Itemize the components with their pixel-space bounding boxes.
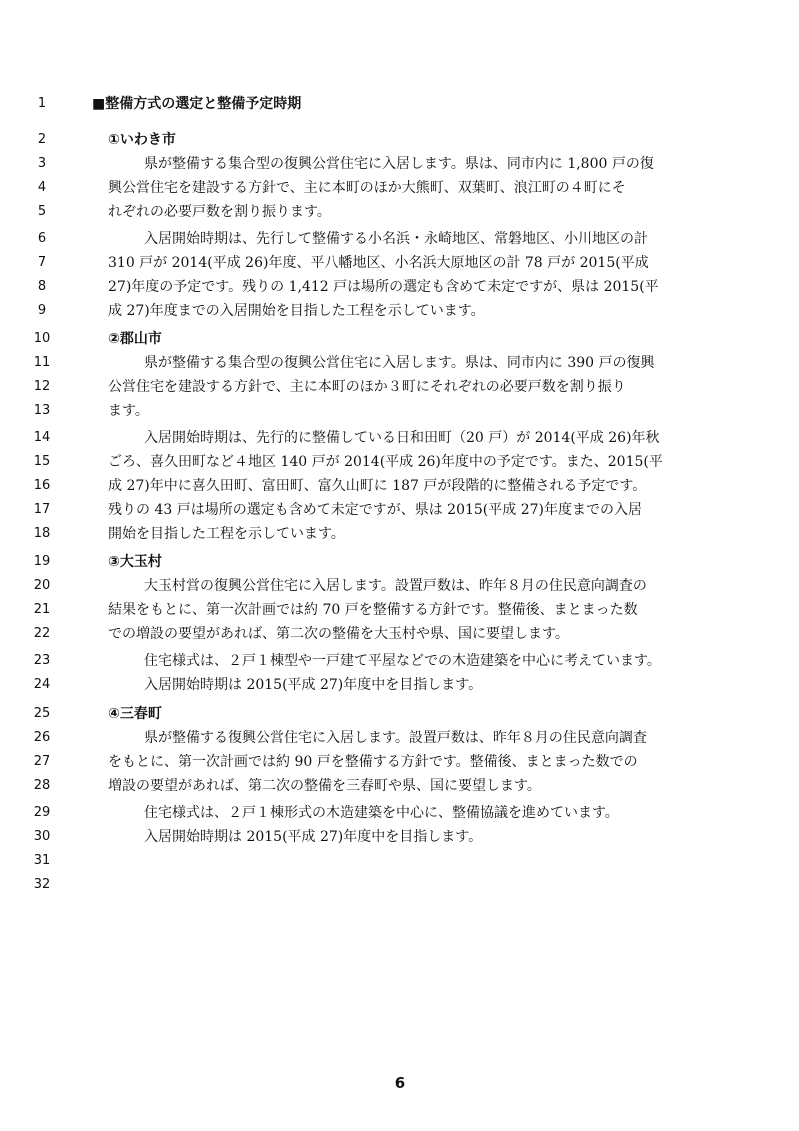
line-text: 県が整備する集合型の復興公営住宅に入居します。県は、同市内に 1,800 戸の復 xyxy=(144,156,654,172)
document-line xyxy=(0,574,799,598)
line-text: 開始を目指した工程を示しています。 xyxy=(108,526,345,542)
line-text: 大玉村営の復興公営住宅に入居します。設置戸数は、昨年８月の住民意向調査の xyxy=(144,578,647,594)
subsection-heading: ②郡山市 xyxy=(108,331,162,347)
line-text: 入居開始時期は 2015(平成 27)年度中を目指します。 xyxy=(144,677,483,693)
line-text: 県が整備する集合型の復興公営住宅に入居します。県は、同市内に 390 戸の復興 xyxy=(144,355,655,371)
line-text: 結果をもとに、第一次計画では約 70 戸を整備する方針です。整備後、まとまった数 xyxy=(108,602,638,618)
document-line xyxy=(0,522,799,546)
line-number: 24 xyxy=(33,677,51,692)
line-text: 興公営住宅を建設する方針で、主に本町のほか大熊町、双葉町、浪江町の４町にそ xyxy=(108,180,626,196)
document-line xyxy=(0,849,799,873)
line-number: 6 xyxy=(37,231,47,246)
line-number: 15 xyxy=(33,454,51,469)
line-number: 4 xyxy=(37,180,47,195)
line-text: れぞれの必要戸数を割り振ります。 xyxy=(108,204,331,220)
subsection-heading: ①いわき市 xyxy=(108,132,176,148)
document-line xyxy=(0,649,799,673)
document-line xyxy=(0,673,799,697)
line-number: 27 xyxy=(33,754,51,769)
line-number: 19 xyxy=(33,554,51,569)
line-number: 11 xyxy=(33,355,51,370)
line-number: 8 xyxy=(37,279,47,294)
line-number: 12 xyxy=(33,379,51,394)
line-text: 成 27)年中に喜久田町、富田町、富久山町に 187 戸が段階的に整備される予定です。 xyxy=(108,478,647,494)
page-number: 6 xyxy=(394,1074,406,1092)
line-number: 28 xyxy=(33,778,51,793)
line-number: 10 xyxy=(33,331,51,346)
line-number: 22 xyxy=(33,626,51,641)
line-text: 入居開始時期は、先行的に整備している日和田町（20 戸）が 2014(平成 26)年秋 xyxy=(144,430,660,446)
line-number: 29 xyxy=(33,805,51,820)
document-line xyxy=(0,200,799,224)
line-text: での増設の要望があれば、第二次の整備を大玉村や県、国に要望します。 xyxy=(108,626,569,642)
document-line xyxy=(0,327,799,351)
document-line xyxy=(0,275,799,299)
document-line xyxy=(0,825,799,849)
line-number: 7 xyxy=(37,255,47,270)
line-text: 県が整備する復興公営住宅に入居します。設置戸数は、昨年８月の住民意向調査 xyxy=(144,730,647,746)
document-line xyxy=(0,873,799,897)
line-number: 30 xyxy=(33,829,51,844)
line-text: 入居開始時期は、先行して整備する小名浜・永崎地区、常磐地区、小川地区の計 xyxy=(144,231,648,247)
document-line xyxy=(0,92,799,116)
document-line xyxy=(0,774,799,798)
document-line xyxy=(0,702,799,726)
line-text: 住宅様式は、２戸１棟型や一戸建て平屋などでの木造建築を中心に考えています。 xyxy=(144,653,661,669)
document-line xyxy=(0,251,799,275)
document-line xyxy=(0,375,799,399)
line-text: ます。 xyxy=(108,403,149,419)
section-heading: ■整備方式の選定と整備予定時期 xyxy=(92,96,302,112)
line-text: 増設の要望があれば、第二次の整備を三春町や県、国に要望します。 xyxy=(108,778,541,794)
document-line xyxy=(0,474,799,498)
document-line xyxy=(0,726,799,750)
line-number: 26 xyxy=(33,730,51,745)
line-text: ごろ、喜久田町など４地区 140 戸が 2014(平成 26)年度中の予定です。また、2015(平 xyxy=(108,454,663,470)
document-line xyxy=(0,176,799,200)
document-line xyxy=(0,152,799,176)
line-text: 310 戸が 2014(平成 26)年度、平八幡地区、小名浜大原地区の計 78 戸が 2015(平成 xyxy=(108,255,649,271)
line-number: 14 xyxy=(33,430,51,445)
document-line xyxy=(0,498,799,522)
document-line xyxy=(0,450,799,474)
line-number: 25 xyxy=(33,706,51,721)
line-number: 16 xyxy=(33,478,51,493)
document-line xyxy=(0,299,799,323)
line-text: 入居開始時期は 2015(平成 27)年度中を目指します。 xyxy=(144,829,483,845)
line-text: 残りの 43 戸は場所の選定も含めて未定ですが、県は 2015(平成 27)年度までの入居 xyxy=(108,502,642,518)
line-number: 23 xyxy=(33,653,51,668)
line-text: 成 27)年度までの入居開始を目指した工程を示しています。 xyxy=(108,303,485,319)
line-text: 住宅様式は、２戸１棟形式の木造建築を中心に、整備協議を進めています。 xyxy=(144,805,619,821)
line-number: 31 xyxy=(33,853,51,868)
line-number: 20 xyxy=(33,578,51,593)
line-number: 18 xyxy=(33,526,51,541)
document-line xyxy=(0,801,799,825)
document-line xyxy=(0,598,799,622)
document-line xyxy=(0,622,799,646)
document-line xyxy=(0,550,799,574)
document-line xyxy=(0,227,799,251)
line-number: 2 xyxy=(37,132,47,147)
line-text: をもとに、第一次計画では約 90 戸を整備する方針です。整備後、まとまった数での xyxy=(108,754,638,770)
line-number: 13 xyxy=(33,403,51,418)
subsection-heading: ③大玉村 xyxy=(108,554,162,570)
document-line xyxy=(0,426,799,450)
line-number: 1 xyxy=(37,96,47,111)
line-number: 9 xyxy=(37,303,47,318)
document-line xyxy=(0,351,799,375)
document-line xyxy=(0,128,799,152)
document-line xyxy=(0,399,799,423)
document-line xyxy=(0,750,799,774)
line-number: 3 xyxy=(37,156,47,171)
line-text: 27)年度の予定です。残りの 1,412 戸は場所の選定も含めて未定ですが、県は 2015(平 xyxy=(108,279,659,295)
subsection-heading: ④三春町 xyxy=(108,706,162,722)
line-number: 17 xyxy=(33,502,51,517)
line-number: 21 xyxy=(33,602,51,617)
line-number: 32 xyxy=(33,877,51,892)
line-number: 5 xyxy=(37,204,47,219)
line-text: 公営住宅を建設する方針で、主に本町のほか３町にそれぞれの必要戸数を割り振り xyxy=(108,379,626,395)
